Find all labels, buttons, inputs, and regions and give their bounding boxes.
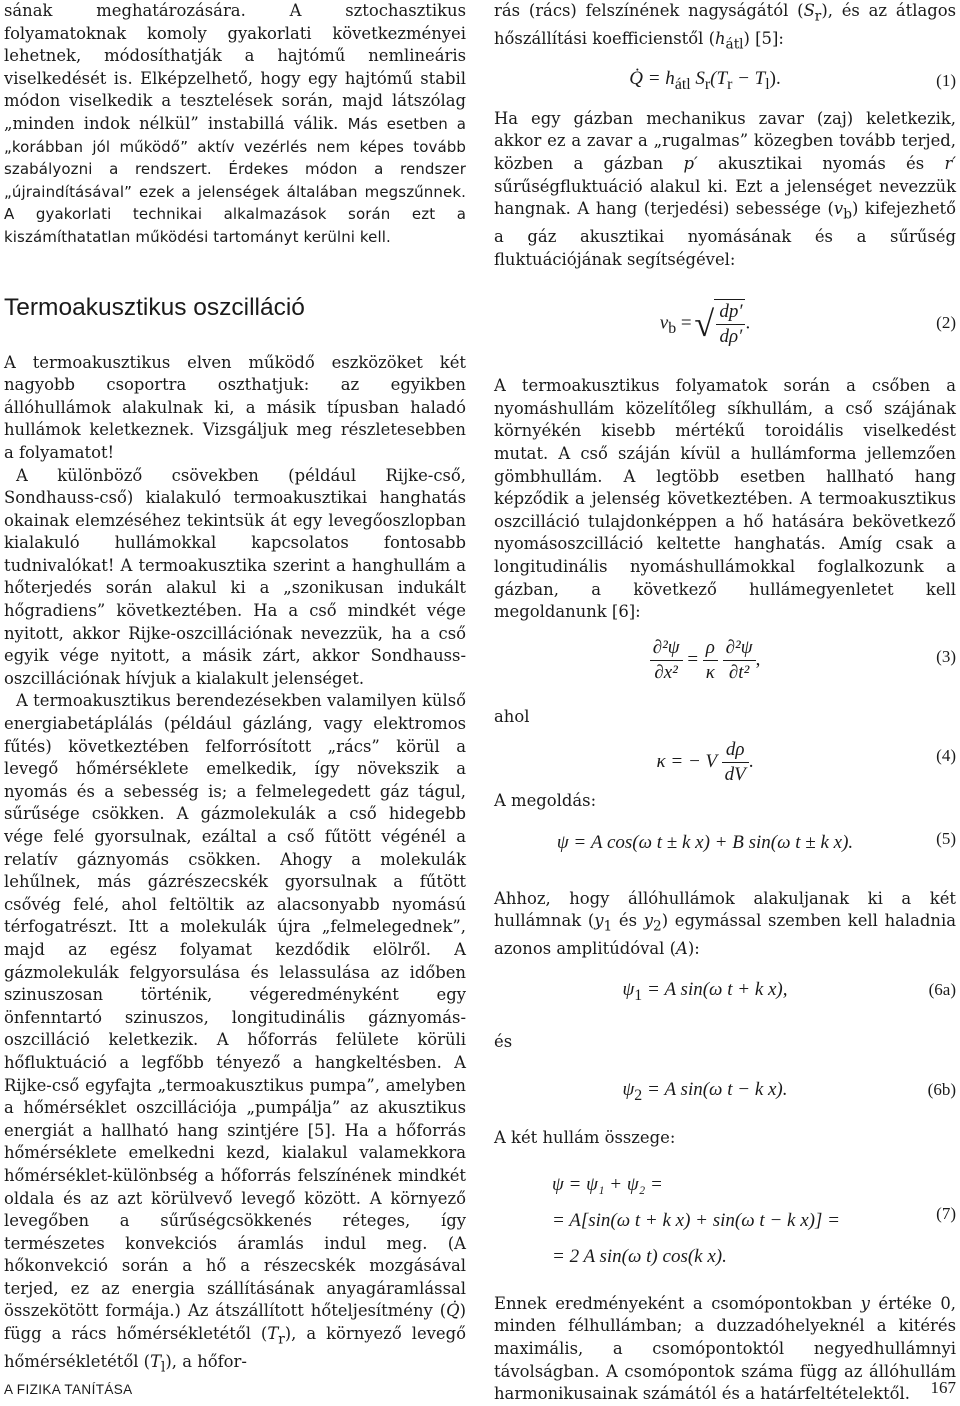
paragraph-3: A termoakusztikus berendezésekben valamilyen külső energiabetáplálás (például gázláng, vagy elektromos fűtés) következtében felforrósított „rács” körül a levegő hőmérséklete emelkedik, így növekszik a nyomás és a sebesség is; a felmelegedett gáz tágul, sűrűsége csökken. A gázmolekulák a cső hidegebb vége felé gyorsulnak, ezáltal a cső fűtött végénél a relatív gáznyomás csökken. Ahogy a molekulák lehűlnek, más gázrészecskék gyorsulnak a fűtött csővég felé, ahol feltöltik az alacsonyabb nyomású térfogatrészt. Itt a molekulák újra „felmelegednek”, majd az egész folyamat kezdődik elölről. A gázmolekulák felgyorsulása és lelassulása az időben szinuszosan történik, végeredményként egy önfenntartó szinuszos, longitudinális gáznyomás-oszcilláció keletkezik. A hőforrás felülete körüli hőfluktuáció a legfőbb tényező a hangkeltésben. A Rijke-cső egyfajta „termoakusztikus pumpa”, amelyben a hőmérséklet oszcillációja „pumpálja” az akusztikus energiát a hallható hang szintjére [5]. Ha a hőforrás hőmérséklete emelkedni kezd, kialakul valamekkora hőmérséklet-különbség a hőforrás felszínének mindkét oldala és az azt körülvevő levegő között. A környező levegőben a sűrűségcsökkenés réteges, így természetes konvekciós áramlás indul meg. (A hőkonvekció során a hő a részecskék mozgásával terjed, ez az energia szállításának anyagáramlással összekötött formája.) Az átszállított hőteljesítmény (Q̇) függ a rács hőmérsékletétől $(T_r)$, a környező levegő hőmérsékletétől $(T_l)$, a hőfor-	[4, 691, 466, 1376]
equation-7-number: (7)	[936, 1203, 956, 1223]
equation-3: $\frac{\text{∂²ψ}}{\text{∂x²}}$ = $\frac{\rho}{\kappa}$ $\frac{\text{∂²ψ}}{\text{∂t²}}$ , (3)	[494, 632, 956, 706]
equation-6a: $\psi_1 = A$ sin(ω t + k x), (6a)	[622, 978, 956, 1004]
intro-sans-text: Más esetben a „korábban jól működő” aktív vezérlés nem képes tovább szabályozni a rendszert. Érdekes módon a rendszer „újraindításával” ezek a jelenségek általában megszűnnek. A gyakorlati technikai alkalmazások során ezt a kiszámíthatatlan működési tartományt kerülni kell.	[4, 114, 466, 246]
equation-6b-number: (6b)	[927, 1079, 956, 1099]
intro-paragraph	[4, 0, 466, 249]
equation-2: $v_b$ = √ $\frac{dp'}{d\rho'}$ . (2)	[494, 271, 956, 375]
right-paragraph-2: Ha egy gázban mechanikus zavar (zaj) keletkezik, akkor ez a zavar a „rugalmas” közegben tovább terjed, közben a gázban p′ akusztikai nyomás és r′ sűrűségfluktuáció alakul ki. Ezt a jelenséget nevezzük hangnak. A hang (terjedési) sebessége $(v_b)$ kifejezhető a gáz akusztikai nyomásának és a sűrűség fluktuációjának segítségével:	[494, 108, 956, 269]
paragraph-2: A különböző csövekben (például Rijke-cső, Sondhauss-cső) kialakuló termoakusztikai hanghatás okainak elemzéséhez tekintsük át egy levegőoszlopban kialakuló hullámokkal kapcsolatos fontosabb tudnivalókat! A termoakusztika szerint a hanghullám a hőterjedés során alakul ki a „szonikusan indukált hőgradiens” következtében. Ha a cső mindkét vége nyitott, akkor Rijke-oszcillációnak nevezzük, ha a cső egyik vége nyitott, a másik zárt, akkor Sondhauss-oszcillációnak hívjuk a kialakult jelenséget.	[4, 465, 466, 688]
equation-3-number: (3)	[936, 646, 956, 666]
equation-1: Q̇ = $h_{átl}$ $S_r(T_r - T_l)$. (1)	[629, 67, 956, 93]
equation-6a-number: (6a)	[928, 979, 956, 999]
equation-7: ψ = ψ₁ + ψ₂ = = A[sin(ω t + k x) + sin(ω t − k x)] = = 2 A sin(ω t) cos(k x). (7)	[552, 1173, 956, 1267]
equation-5: ψ = A cos(ω t ± k x) + B sin(ω t ± k x). (5)	[556, 828, 956, 853]
equation-6b: $\psi_2 = A$ sin(ω t − k x). (6b)	[622, 1078, 956, 1104]
equation-4-number: (4)	[936, 745, 956, 765]
journal-name: A FIZIKA TANÍTÁSA	[4, 1382, 133, 1397]
right-paragraph-5: Ennek eredményeként a csomópontokban y értéke 0, minden félhullámban; a duzzadóhelyeknél a kitérés maximális, a csomópontoktól negyedhullámnyi távolságban. A csomópontok száma függ az állóhullám harmonikusainak számától és a határfeltételektől.	[494, 1293, 956, 1404]
left-column	[4, 0, 466, 1379]
equation-2-number: (2)	[936, 313, 956, 333]
equation-4: κ = − V $\frac{d\rho}{dV}$ . (4)	[656, 738, 956, 785]
right-paragraph-1: rás (rács) felszínének nagyságától $(S_r)$, és az átlagos hőszállítási koefficienstől $(h_{átl})$ [5]:	[494, 1, 956, 53]
section-heading: Termoakusztikus oszcilláció	[4, 293, 305, 321]
label-megoldas: A megoldás:	[494, 790, 597, 810]
label-es: és	[494, 1031, 513, 1051]
intro-text: sának meghatározására. A sztochasztikus folyamatoknak komoly gyakorlati következményei lehetnek, módosíthatják a hajtómű nemlineáris viselkedését is. Elképzelhető, hogy egy hajtómű stabil módon viselkedik a tesztelések során, majd látszólag „minden indok nélkül” instabillá válik.	[4, 1, 466, 133]
label-ahol: ahol	[494, 706, 530, 726]
page-number: 167	[930, 1378, 956, 1397]
right-column	[494, 0, 956, 1406]
equation-5-number: (5)	[936, 828, 956, 848]
equation-1-number: (1)	[936, 70, 956, 90]
right-paragraph-4: Ahhoz, hogy állóhullámok alakuljanak ki a két hullámnak ($y_1$ és $y_2$) egymással szemben kell haladnia azonos amplitúdóval (A):	[494, 888, 956, 959]
label-osszege: A két hullám összege:	[494, 1127, 676, 1147]
right-paragraph-3: A termoakusztikus folyamatok során a csőben a nyomáshullám közelítőleg síkhullám, a cső szájának környékén kisebb mértékű toroidális viselkedést mutat. A cső száján kívül a hullámforma jellemzően gömbhullám. A legtöbb esetben hallható hang képződik a jelenség következtében. A termoakusztikus oszcilláció tulajdonképpen a hő hatására bekövetkező nyomásoszcilláció keltette hanghatás. Amíg csak a longitudinális nyomáshullámokkal foglalkozunk a gázban, a következő hullámegyenletet kell megoldanunk [6]:	[494, 376, 956, 622]
paragraph-1: A termoakusztikus elven működő eszközöket két nagyobb csoportra oszthatjuk: az egyikben állóhullámok alakulnak ki, a másik típusban haladó hullámok keletkeznek. Vizsgáljuk meg részletesebben a folyamatot!	[4, 352, 466, 462]
